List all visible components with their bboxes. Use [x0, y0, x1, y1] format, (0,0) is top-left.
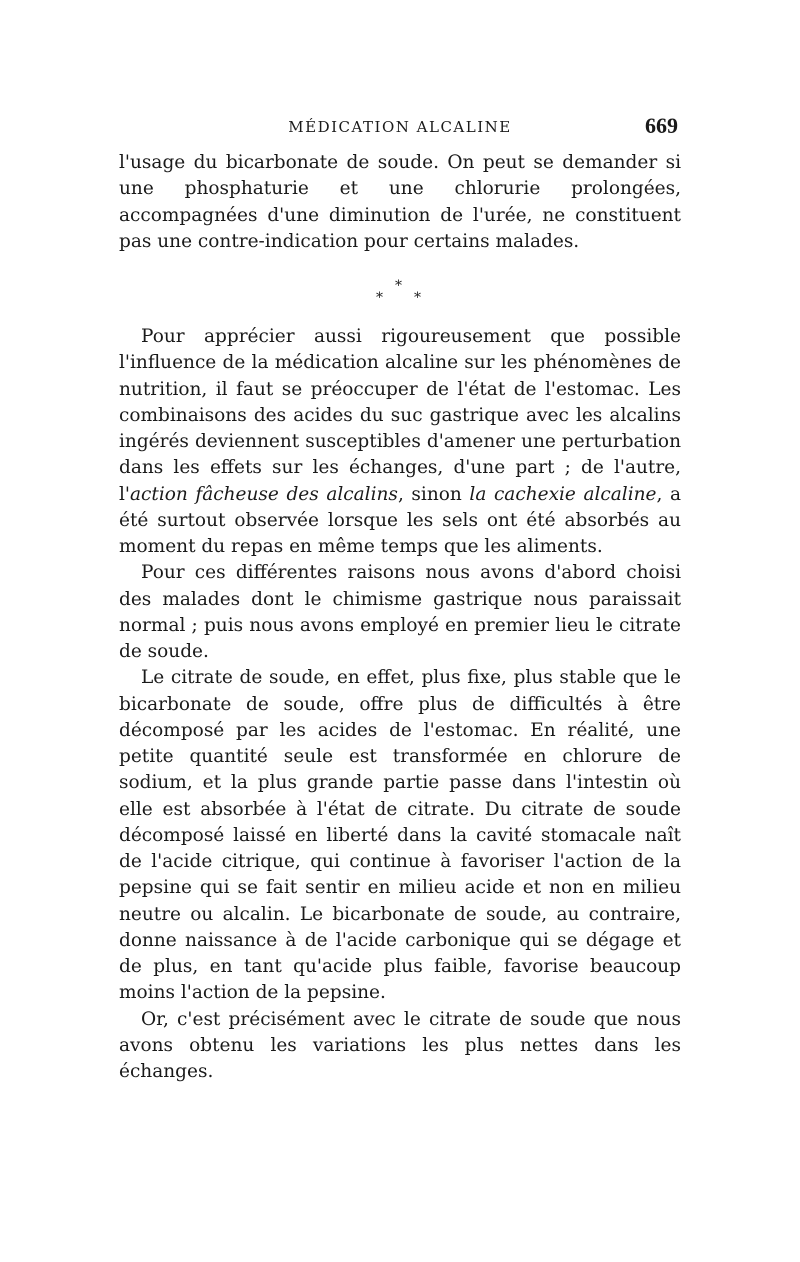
paragraph-4: Le citrate de soude, en effet, plus fixe, plus stable que le bicarbonate de soude, offre plus de difficultés à être décomposé par les acides de l'estomac. En réalité, une petite quantité seule est transformée en chlorure de sodium, et la plus grande partie passe dans l'intestin où elle est absorbée à l'état de citrate. Du citrate de soude décomposé laissé en liberté dans la cavité stomacale naît de l'acide citrique, qui continue à favoriser l'action de la pepsine qui se fait sentir en milieu acide et non en milieu neutre ou alcalin. Le bicarbonate de soude, au contraire, donne naissance à de l'acide carbonique qui se dégage et de plus, en tant qu'acide plus faible, favorise beaucoup moins l'action de la pepsine. [119, 667, 681, 1004]
paragraph-2 [119, 324, 681, 560]
page-number: 669 [645, 113, 678, 138]
asterism-separator [119, 279, 681, 305]
page-header [120, 113, 680, 143]
asterism-star-top: * [395, 278, 402, 294]
paragraph-2-text-a: Pour apprécier aussi rigoureusement que possible l'influence de la médication alcaline sur les phénomènes de nutrition, il faut se préoccuper de l'état de l'estomac. Les combinaisons des acides du suc gastrique avec les alcalins ingérés deviennent susceptibles d'amener une perturbation dans les effets sur les échanges, d'une part ; de l'autre, l' [119, 326, 681, 505]
running-title: MÉDICATION ALCALINE [288, 118, 512, 136]
paragraph-2-text-b: , sinon [397, 483, 470, 505]
paragraph-3: Pour ces différentes raisons nous avons d'abord choisi des malades dont le chimisme gastrique nous paraissait normal ; puis nous avons employé en premier lieu le citrate de soude. [119, 562, 681, 662]
body-text [119, 150, 681, 1085]
paragraph-5: Or, c'est précisément avec le citrate de soude que nous avons obtenu les variations les plus nettes dans les échanges. [119, 1008, 681, 1082]
paragraph-2-text-c: , a été surtout observée lorsque les sels ont été absorbés au moment du repas en même temps que les aliments. [119, 483, 682, 557]
asterism-star-right: * [414, 290, 421, 306]
paragraph-1: l'usage du bicarbonate de soude. On peut se demander si une phosphaturie et une chlorurie prolongées, accompagnées d'une diminution de l'urée, ne constituent pas une contre-indication pour certains malades. [119, 152, 681, 252]
paragraph-2-italic-a: action fâcheuse des alcalins [130, 483, 398, 505]
asterism-star-left: * [376, 290, 383, 306]
paragraph-2-italic-b: la cachexie alcaline [469, 483, 657, 505]
